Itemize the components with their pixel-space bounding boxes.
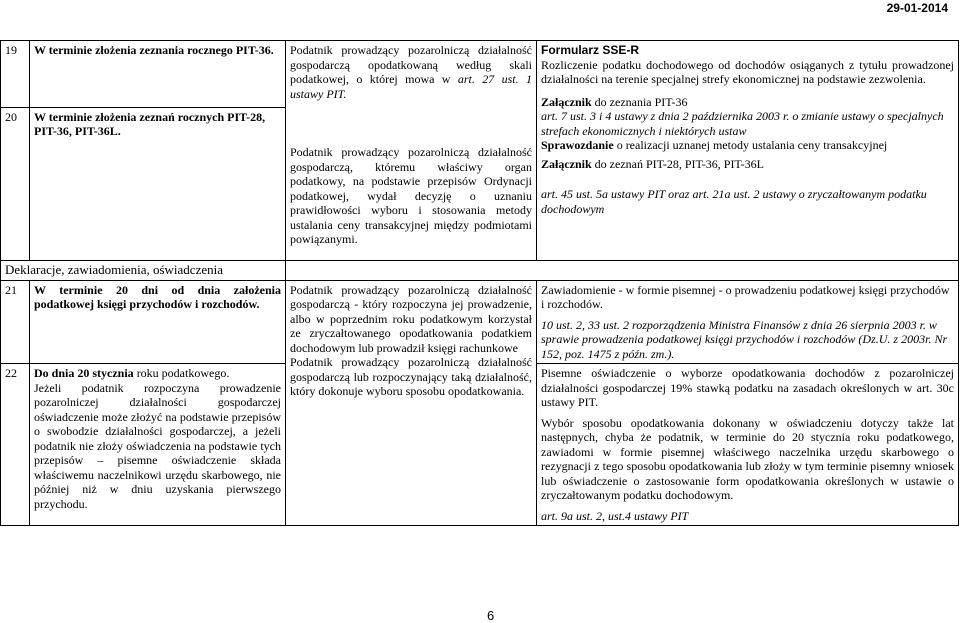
taxpayer-text: Podatnik prowadzący pozarolniczą działalność gospodarczą - który rozpoczyna jej prowadzenie, albo w poprzednim roku podatkowym korzystał ze zryczałtowanego opodatkowania podatkiem dochodowym lub prowadził księgi rachunkowe xyxy=(290,282,532,355)
taxpayer-text xyxy=(290,43,532,101)
taxpayer-cell xyxy=(286,280,537,526)
section-title: Deklaracje, zawiadomienia, oświadczenia xyxy=(1,261,286,281)
attachment-label: Załącznik xyxy=(541,156,592,171)
term-cell xyxy=(30,41,286,108)
statement-text: Pisemne oświadczenie o wyborze opodatkowania dochodów z pozarolniczej działalności gospodarczej 19% stawką podatku na zasadach określonych w art. 30c ustawy PIT. xyxy=(541,366,954,409)
attachment-label: Załącznik xyxy=(541,94,592,109)
row-number: 21 xyxy=(1,280,30,364)
term-cell xyxy=(30,280,286,364)
notice-text: Zawiadomienie - w formie pisemnej - o prowadzeniu podatkowej księgi przychodów i rozchodów. xyxy=(541,282,950,311)
document-table xyxy=(0,40,959,526)
form-cell xyxy=(537,280,959,364)
term-cell xyxy=(30,364,286,526)
legal-basis: art. 9a ust. 2, ust.4 ustawy PIT xyxy=(541,508,689,523)
report-label: Sprawozdanie xyxy=(541,138,614,152)
term-cell xyxy=(30,107,286,260)
term-tail: roku podatkowego. xyxy=(136,366,230,380)
taxpayer-cell xyxy=(286,41,537,261)
term-text: Jeżeli podatnik rozpoczyna prowadzenie pozarolniczej działalności gospodarczej oświadczenie może złożyć na podstawie przepisów o swobodzie działalności gospodarczej, a jeżeli podatnik nie złoży oświadczenia na podstawie tych przepisów – pisemne oświadczenie składa właściwemu naczelnikowi urzędu skarbowego, nie później niż w dniu uzyskania pierwszego przychodu. xyxy=(34,380,281,511)
row-number: 22 xyxy=(1,364,30,526)
page-number: 6 xyxy=(487,608,495,623)
attachment-text: do zeznania PIT-36 xyxy=(594,94,688,109)
form-cell xyxy=(537,364,959,526)
taxpayer-text: Podatnik prowadzący pozarolniczą działalność gospodarczą lub rozpoczynający taką działalność, który dokonuje wyboru sposobu opodatkowania. xyxy=(290,355,532,398)
attachment-line xyxy=(541,95,954,110)
taxpayer-desc: Podatnik prowadzący pozarolniczą działalność gospodarczą opodatkowaną według skali podatkowej, o której mowa w xyxy=(290,43,532,86)
header-date: 29-01-2014 xyxy=(886,1,948,15)
report-text: o realizacji uznanej metody ustalania ceny transakcyjnej xyxy=(616,138,888,152)
legal-basis: art. 45 ust. 5a ustawy PIT oraz art. 21a ust. 2 ustawy o zryczałtowanym podatku dochodowym xyxy=(541,187,927,216)
taxpayer-text: Podatnik prowadzący pozarolniczą działalność gospodarczą, któremu właściwy organ podatkowy, na podstawie przepisów Ordynacji podatkowej, wydał decyzję o uznaniu prawidłowości wyboru i stosowania metody ustalania ceny transakcyjnej między podmiotami powiązanymi. xyxy=(290,145,532,246)
attachment-line xyxy=(541,157,954,172)
term-text: W terminie złożenia zeznań rocznych PIT-28, PIT-36, PIT-36L. xyxy=(34,109,266,139)
attachment-text: do zeznań PIT-28, PIT-36, PIT-36L xyxy=(594,156,764,171)
section-row xyxy=(1,261,959,281)
term-heading xyxy=(34,366,281,381)
row-number: 19 xyxy=(1,41,30,108)
term-text: W terminie 20 dni od dnia założenia podatkowej księgi przychodów i rozchodów. xyxy=(34,282,281,311)
form-cell xyxy=(537,41,959,261)
form-title: Formularz SSE-R xyxy=(541,43,640,57)
table-row xyxy=(1,41,959,108)
report-line xyxy=(541,138,954,153)
term-text: W terminie złożenia zeznania rocznego PIT-36. xyxy=(34,43,274,57)
table-row xyxy=(1,280,959,364)
form-description: Rozliczenie podatku dochodowego od dochodów osiąganych z tytułu prowadzonej działalności na terenie specjalnej strefy ekonomicznej na podstawie zezwolenia. xyxy=(541,57,954,86)
legal-basis: art. 7 ust. 3 i 4 ustawy z dnia 2 października 2003 r. o zmianie ustawy o specjalnych strefach ekonomicznych i niektórych ustaw xyxy=(541,109,944,138)
statement-detail: Wybór sposobu opodatkowania dokonany w oświadczeniu dotyczy także lat następnych, chyba że podatnik, w terminie do 20 stycznia roku podatkowego, zawiadomi w formie pisemnej właściwego naczelnika urzędu skarbowego o rezygnacji z tego sposobu opodatkowania lub złoży w tym terminie pisemny wniosek lub oświadczenie o zastosowanie form opodatkowania określonych w ustawie o zryczałtowanym podatku dochodowym. xyxy=(541,415,954,502)
row-number: 20 xyxy=(1,107,30,260)
term-deadline: Do dnia 20 stycznia xyxy=(34,366,134,380)
legal-basis: 10 ust. 2, 33 ust. 2 rozporządzenia Ministra Finansów z dnia 26 sierpnia 2003 r. w sprawie prowadzenia podatkowej księgi przychodów i rozchodów (Dz.U. z 2003r. Nr 152, poz. 1475 z późn. zm.). xyxy=(541,317,948,361)
taxpayer-legal-ref: art. 27 ust. 1 ustawy PIT. xyxy=(290,72,533,101)
